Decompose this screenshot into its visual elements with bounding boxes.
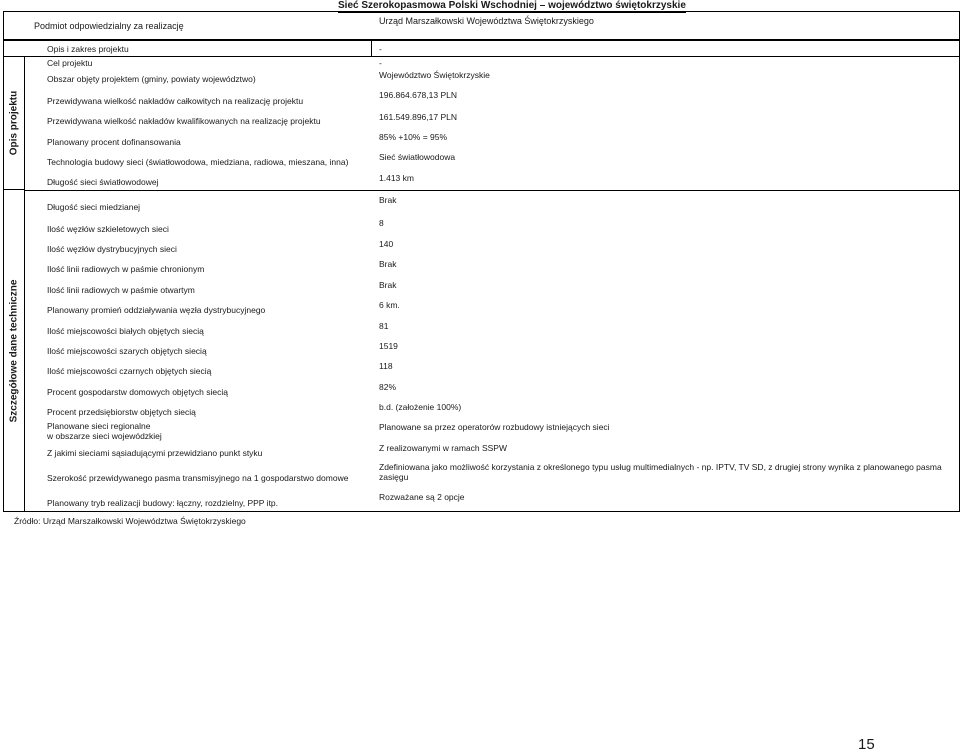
row-value: Województwo Świętokrzyskie xyxy=(379,70,490,80)
row-value: 8 xyxy=(379,218,384,228)
row-divider xyxy=(25,190,960,191)
section-label: Opis projektu xyxy=(8,90,19,156)
row-label: Cel projektu xyxy=(47,58,93,68)
row-value: 1519 xyxy=(379,341,398,351)
row-value: Brak xyxy=(379,195,397,205)
row-divider xyxy=(25,56,960,57)
row-value: Brak xyxy=(379,280,397,290)
row-value: 196.864.678,13 PLN xyxy=(379,90,457,100)
row-label: Obszar objęty projektem (gminy, powiaty województwo) xyxy=(47,74,256,84)
responsible-entity-label: Podmiot odpowiedzialny za realizację xyxy=(34,21,184,31)
project-table xyxy=(3,40,960,512)
row-value: Planowane sa przez operatorów rozbudowy istniejących sieci xyxy=(379,422,610,432)
row-label: Ilość linii radiowych w paśmie otwartym xyxy=(47,285,195,295)
responsible-entity-value: Urząd Marszałkowski Województwa Świętokrzyskiego xyxy=(379,16,594,26)
row-label: Ilość miejscowości szarych objętych siecią xyxy=(47,346,207,356)
row-label: Przewidywana wielkość nakładów całkowitych na realizację projektu xyxy=(47,96,304,106)
row-label: Długość sieci miedzianej xyxy=(47,202,141,212)
row-value: 1.413 km xyxy=(379,173,414,183)
row-label: Planowany procent dofinansowania xyxy=(47,137,181,147)
row-label: Ilość linii radiowych w paśmie chronionym xyxy=(47,264,205,274)
row-label: Długość sieci światłowodowej xyxy=(47,177,159,187)
section-technical-details xyxy=(3,190,25,512)
row-value: 161.549.896,17 PLN xyxy=(379,112,457,122)
row-value: 82% xyxy=(379,382,397,392)
document-header: Sieć Szerokopasmowa Polski Wschodniej – województwo świętokrzyskie xyxy=(338,0,686,11)
row-value: 81 xyxy=(379,321,389,331)
row-value: Zdefiniowana jako możliwość korzystania z określonego typu usług multimedialnych - np. IPTV, TV SD, z drugiej strony wynika z planowanego pasma zasięgu xyxy=(379,462,942,482)
row-label-continued: w obszarze sieci wojewódzkiej xyxy=(47,431,162,441)
row-label: Technologia budowy sieci (światłowodowa, miedziana, radiowa, mieszana, inna) xyxy=(47,157,349,167)
column-divider xyxy=(371,40,372,56)
row-value: b.d. (założenie 100%) xyxy=(379,402,462,412)
row-label: Z jakimi sieciami sąsiadującymi przewidziano punkt styku xyxy=(47,448,263,458)
section-project-description xyxy=(3,56,25,190)
row-value: Sieć światłowodowa xyxy=(379,152,456,162)
row-value: 118 xyxy=(379,361,393,371)
row-label: Procent gospodarstw domowych objętych siecią xyxy=(47,387,228,397)
row-value: 6 km. xyxy=(379,300,400,310)
responsible-entity-row xyxy=(3,11,960,40)
row-label: Ilość węzłów dystrybucyjnych sieci xyxy=(47,244,177,254)
row-label: Procent przedsiębiorstw objętych siecią xyxy=(47,407,196,417)
row-label: Planowany tryb realizacji budowy: łączny, rozdzielny, PPP itp. xyxy=(47,498,279,508)
row-label: Ilość miejscowości czarnych objętych siecią xyxy=(47,366,212,376)
row-label: Przewidywana wielkość nakładów kwalifikowanych na realizację projektu xyxy=(47,116,321,126)
row-label: Ilość węzłów szkieletowych sieci xyxy=(47,224,169,234)
row-value: - xyxy=(379,44,382,54)
page-number: 15 xyxy=(858,736,875,753)
row-value: 85% +10% = 95% xyxy=(379,132,448,142)
row-label: Opis i zakres projektu xyxy=(47,44,129,54)
row-label: Planowany promień oddziaływania węzła dystrybucyjnego xyxy=(47,305,266,315)
row-value: Brak xyxy=(379,259,397,269)
row-value: 140 xyxy=(379,239,394,249)
row-value: - xyxy=(379,58,382,68)
section-label: Szczegółowe dane techniczne xyxy=(8,279,19,423)
row-label: Szerokość przewidywanego pasma transmisyjnego na 1 gospodarstwo domowe xyxy=(47,473,349,483)
row-value: Rozważane są 2 opcje xyxy=(379,492,465,502)
row-value: Z realizowanymi w ramach SSPW xyxy=(379,443,508,453)
row-label: Ilość miejscowości białych objętych siecią xyxy=(47,326,204,336)
row-label: Planowane sieci regionalne xyxy=(47,421,151,431)
source-caption: Źródło: Urząd Marszałkowski Województwa Świętokrzyskiego xyxy=(14,516,246,526)
